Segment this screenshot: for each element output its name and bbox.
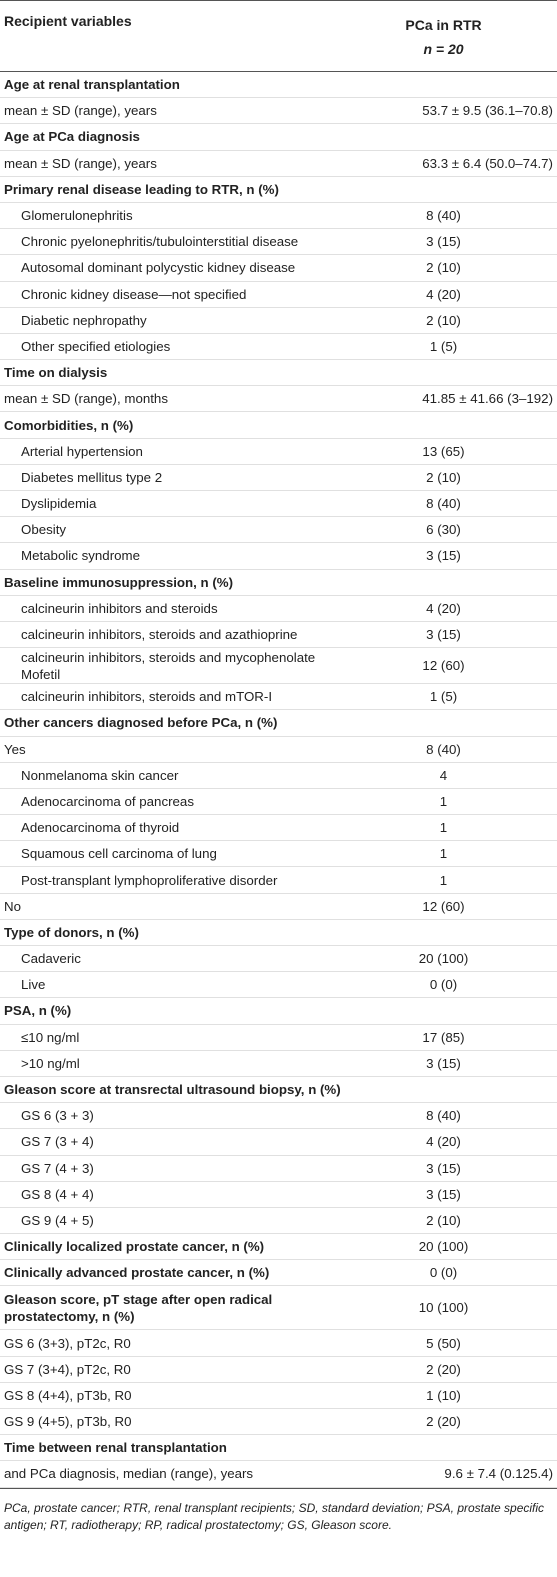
table-row <box>0 1461 557 1487</box>
table-row <box>0 684 557 710</box>
table-row <box>0 1409 557 1435</box>
row-label: Yes <box>4 741 26 757</box>
header-col1: Recipient variables <box>4 13 132 29</box>
table-header <box>0 1 557 71</box>
row-value: 9.6 ± 7.4 (0.125.4) <box>444 1466 553 1482</box>
table-row <box>0 124 557 150</box>
table-row <box>0 1330 557 1356</box>
row-value: 0 (0) <box>429 977 458 993</box>
row-label: Glomerulonephritis <box>21 208 133 224</box>
row-label: mean ± SD (range), months <box>4 391 168 407</box>
row-label: Type of donors, n (%) <box>4 924 139 940</box>
row-value: 10 (100) <box>418 1300 469 1316</box>
table-row <box>0 1357 557 1383</box>
row-value: 1 (5) <box>429 689 458 705</box>
table-row <box>0 465 557 491</box>
row-value: 4 (20) <box>426 286 461 302</box>
table-body <box>0 72 557 1488</box>
table-row <box>0 737 557 763</box>
table-row <box>0 946 557 972</box>
row-value: 41.85 ± 41.66 (3–192) <box>422 391 553 407</box>
row-label: GS 9 (4+5), pT3b, R0 <box>4 1414 132 1430</box>
row-label: Baseline immunosuppression, n (%) <box>4 574 234 590</box>
row-label: Nonmelanoma skin cancer <box>21 767 179 783</box>
row-label: GS 8 (4 + 4) <box>21 1186 94 1202</box>
row-label: Time between renal transplantation <box>4 1440 227 1456</box>
table-row <box>0 98 557 124</box>
row-label: GS 8 (4+4), pT3b, R0 <box>4 1387 132 1403</box>
row-label: Cadaveric <box>21 951 81 967</box>
row-value: 6 (30) <box>426 522 461 538</box>
row-label: Diabetic nephropathy <box>21 312 147 328</box>
table-row <box>0 570 557 596</box>
row-value: 1 (10) <box>426 1387 461 1403</box>
row-value: 4 <box>439 767 448 783</box>
table-row <box>0 1077 557 1103</box>
row-value: 1 <box>439 820 448 836</box>
row-label: Diabetes mellitus type 2 <box>21 469 163 485</box>
row-value: 3 (15) <box>426 1160 461 1176</box>
table-row <box>0 543 557 569</box>
table-row <box>0 229 557 255</box>
row-value: 20 (100) <box>418 951 469 967</box>
row-label: Clinically advanced prostate cancer, n (%) <box>4 1265 270 1281</box>
table-row <box>0 972 557 998</box>
row-label: ≤10 ng/ml <box>21 1029 80 1045</box>
row-value: 17 (85) <box>422 1029 465 1045</box>
row-label: Post-transplant lymphoproliferative disorder <box>21 872 278 888</box>
row-label: PSA, n (%) <box>4 1003 72 1019</box>
row-label: Gleason score, pT stage after open radical prostatectomy, n (%) <box>4 1291 273 1324</box>
table-row <box>0 1025 557 1051</box>
row-label: calcineurin inhibitors, steroids and mTOR-I <box>21 689 273 705</box>
row-label: Obesity <box>21 522 67 538</box>
row-value: 3 (15) <box>426 234 461 250</box>
row-label: Live <box>21 977 46 993</box>
row-label: GS 6 (3+3), pT2c, R0 <box>4 1335 131 1351</box>
row-value: 12 (60) <box>422 658 465 674</box>
table-row <box>0 386 557 412</box>
table-row <box>0 1051 557 1077</box>
row-label: Metabolic syndrome <box>21 548 140 564</box>
row-value: 3 (15) <box>426 1186 461 1202</box>
table-row <box>0 894 557 920</box>
table-row <box>0 360 557 386</box>
row-value: 3 (15) <box>426 548 461 564</box>
table-row <box>0 1182 557 1208</box>
table-row <box>0 763 557 789</box>
row-label: GS 9 (4 + 5) <box>21 1212 94 1228</box>
row-value: 4 (20) <box>426 1134 461 1150</box>
row-label: Comorbidities, n (%) <box>4 417 134 433</box>
table-row <box>0 1286 557 1330</box>
row-value: 0 (0) <box>429 1265 458 1281</box>
header-col2-title: PCa in RTR <box>405 17 482 33</box>
row-label: Time on dialysis <box>4 365 108 381</box>
row-label: GS 6 (3 + 3) <box>21 1108 94 1124</box>
row-label: No <box>4 898 21 914</box>
row-label: Chronic kidney disease—not specified <box>21 286 247 302</box>
row-label: GS 7 (4 + 3) <box>21 1160 94 1176</box>
row-label: Dyslipidemia <box>21 496 97 512</box>
row-value: 12 (60) <box>422 898 465 914</box>
table-row <box>0 841 557 867</box>
table-row <box>0 1103 557 1129</box>
row-label: calcineurin inhibitors, steroids and mycophenolate Mofetil <box>21 649 316 682</box>
row-label: and PCa diagnosis, median (range), years <box>4 1466 254 1482</box>
table-row <box>0 491 557 517</box>
row-label: Clinically localized prostate cancer, n (%) <box>4 1239 265 1255</box>
row-label: Adenocarcinoma of thyroid <box>21 820 180 836</box>
row-value: 2 (10) <box>426 260 461 276</box>
table-row <box>0 648 557 684</box>
row-label: Chronic pyelonephritis/tubulointerstitial disease <box>21 234 299 250</box>
header-col2 <box>330 13 557 61</box>
row-label: Gleason score at transrectal ultrasound biopsy, n (%) <box>4 1082 341 1098</box>
table-row <box>0 203 557 229</box>
table-row <box>0 1383 557 1409</box>
row-value: 2 (10) <box>426 312 461 328</box>
table-row <box>0 998 557 1024</box>
row-value: 8 (40) <box>426 208 461 224</box>
table-row <box>0 1156 557 1182</box>
table-row <box>0 517 557 543</box>
row-value: 4 (20) <box>426 600 461 616</box>
row-value: 8 (40) <box>426 496 461 512</box>
row-label: calcineurin inhibitors and steroids <box>21 600 218 616</box>
row-value: 5 (50) <box>426 1335 461 1351</box>
table-row <box>0 1260 557 1286</box>
row-value: 1 (5) <box>429 338 458 354</box>
row-value: 2 (10) <box>426 1212 461 1228</box>
row-value: 2 (20) <box>426 1414 461 1430</box>
table-row <box>0 308 557 334</box>
table-footnote: PCa, prostate cancer; RTR, renal transplant recipients; SD, standard deviation; PSA, prostate specific antigen; RT, radiotherapy; RP, radical prostatectomy; GS, Gleason score. <box>4 1500 545 1532</box>
row-value: 20 (100) <box>418 1239 469 1255</box>
row-label: Adenocarcinoma of pancreas <box>21 793 194 809</box>
row-value: 3 (15) <box>426 1055 461 1071</box>
row-value: 2 (10) <box>426 469 461 485</box>
row-label: Other specified etiologies <box>21 338 171 354</box>
table-row <box>0 622 557 648</box>
row-label: >10 ng/ml <box>21 1055 80 1071</box>
table-row <box>0 334 557 360</box>
row-value: 2 (20) <box>426 1361 461 1377</box>
row-value: 1 <box>439 846 448 862</box>
row-value: 13 (65) <box>422 443 465 459</box>
row-label: Age at renal transplantation <box>4 77 180 93</box>
table-row <box>0 282 557 308</box>
row-label: mean ± SD (range), years <box>4 103 157 119</box>
row-label: Primary renal disease leading to RTR, n (%) <box>4 181 279 197</box>
table-row <box>0 412 557 438</box>
row-value: 8 (40) <box>426 1108 461 1124</box>
table-row <box>0 867 557 893</box>
row-label: calcineurin inhibitors, steroids and azathioprine <box>21 627 298 643</box>
table-row <box>0 177 557 203</box>
row-label: Other cancers diagnosed before PCa, n (%) <box>4 715 278 731</box>
row-value: 63.3 ± 6.4 (50.0–74.7) <box>422 155 553 171</box>
row-value: 1 <box>439 872 448 888</box>
header-col2-n: n = 20 <box>423 41 464 57</box>
row-value: 53.7 ± 9.5 (36.1–70.8) <box>422 103 553 119</box>
row-label: Squamous cell carcinoma of lung <box>21 846 217 862</box>
row-value: 8 (40) <box>426 741 461 757</box>
table-row <box>0 789 557 815</box>
table-row <box>0 1208 557 1234</box>
table-row <box>0 815 557 841</box>
row-label: Autosomal dominant polycystic kidney disease <box>21 260 296 276</box>
table-row <box>0 255 557 281</box>
row-label: mean ± SD (range), years <box>4 155 157 171</box>
row-label: Arterial hypertension <box>21 443 143 459</box>
table-row <box>0 710 557 736</box>
row-value: 3 (15) <box>426 627 461 643</box>
table-row <box>0 1435 557 1461</box>
row-value: 1 <box>439 793 448 809</box>
row-label: GS 7 (3+4), pT2c, R0 <box>4 1361 131 1377</box>
table-row <box>0 439 557 465</box>
table-row <box>0 1234 557 1260</box>
table-row <box>0 596 557 622</box>
row-label: GS 7 (3 + 4) <box>21 1134 94 1150</box>
table-row <box>0 920 557 946</box>
table-row <box>0 151 557 177</box>
row-label: Age at PCa diagnosis <box>4 129 140 145</box>
table-row <box>0 72 557 98</box>
table-row <box>0 1129 557 1155</box>
